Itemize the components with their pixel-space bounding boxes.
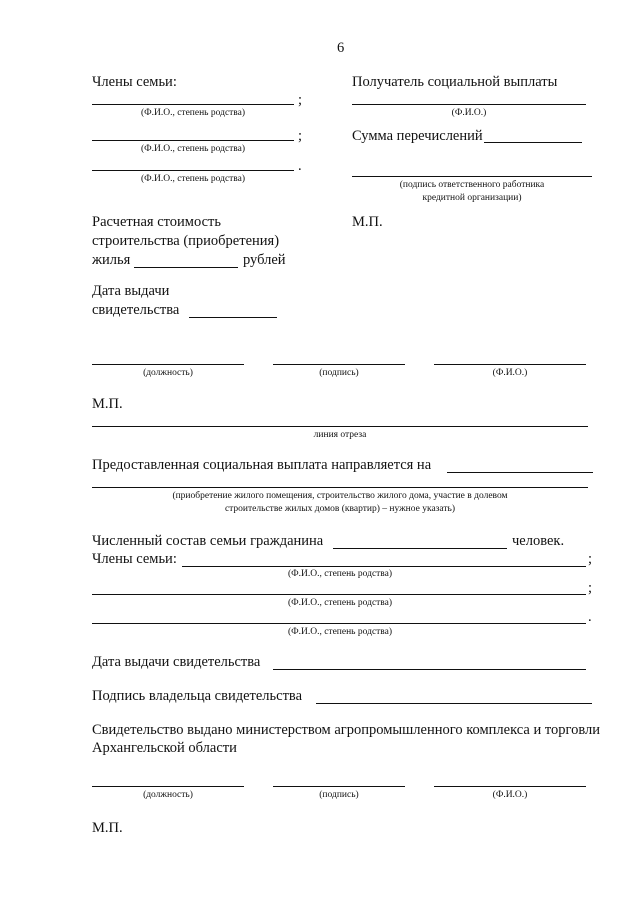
separator-semicolon: ; — [588, 551, 593, 567]
cost-line-3-end: рублей — [243, 252, 286, 268]
stamp-label: М.П. — [352, 214, 383, 230]
fio-relation-caption-5: (Ф.И.О., степень родства) — [287, 598, 393, 608]
family-count-field[interactable] — [333, 548, 507, 549]
separator-semicolon: ; — [298, 128, 303, 144]
fio-caption-1: (Ф.И.О.) — [492, 368, 528, 378]
cost-amount-field[interactable] — [134, 267, 238, 268]
recipient-title: Получатель социальной выплаты — [352, 74, 558, 90]
owner-signature-input[interactable] — [316, 703, 592, 704]
cut-line-label: линия отреза — [313, 430, 367, 440]
family-count-label: Численный состав семьи гражданина — [92, 533, 324, 549]
officer-signature-line[interactable] — [352, 176, 592, 177]
separator-period: . — [588, 609, 592, 625]
transfer-sum-label: Сумма перечислений — [352, 128, 483, 144]
fio-relation-caption-4: (Ф.И.О., степень родства) — [287, 569, 393, 579]
family-member-field-3[interactable] — [92, 623, 586, 624]
cost-line-3-start: жилья — [92, 252, 131, 268]
fio-line-1[interactable] — [434, 364, 586, 365]
family-member-field-2[interactable] — [92, 594, 586, 595]
family-member-field-1[interactable] — [182, 566, 586, 567]
family-member-line-2[interactable] — [92, 140, 294, 141]
issue-date-input[interactable] — [273, 669, 586, 670]
fio-line-2[interactable] — [434, 786, 586, 787]
fio-relation-caption-2: (Ф.И.О., степень родства) — [140, 144, 246, 154]
signature-line-2[interactable] — [273, 786, 405, 787]
purpose-hint-1: (приобретение жилого помещения, строительство жилого дома, участие в долевом — [172, 491, 508, 501]
fio-caption-2: (Ф.И.О.) — [492, 790, 528, 800]
cost-line-1: Расчетная стоимость — [92, 214, 221, 230]
issued-by-line-1: Свидетельство выдано министерством агропромышленного комплекса и торговли — [92, 722, 600, 738]
family-count-unit: человек. — [512, 533, 565, 549]
separator-semicolon: ; — [298, 92, 303, 108]
cost-line-2: строительства (приобретения) — [92, 233, 280, 249]
separator-semicolon: ; — [588, 580, 593, 596]
issued-by-line-2: Архангельской области — [92, 740, 237, 756]
officer-signature-caption-1: (подпись ответственного работника — [399, 180, 545, 190]
payment-directed-label: Предоставленная социальная выплата направляется на — [92, 457, 432, 473]
position-line-2[interactable] — [92, 786, 244, 787]
position-caption-2: (должность) — [143, 790, 193, 800]
payment-purpose-field[interactable] — [447, 472, 593, 473]
officer-signature-caption-2: кредитной организации) — [422, 193, 522, 203]
family-members-title: Члены семьи: — [92, 74, 177, 90]
transfer-sum-field[interactable] — [484, 142, 582, 143]
payment-purpose-line-2[interactable] — [92, 487, 588, 488]
stamp-label-2: М.П. — [92, 820, 123, 836]
family-member-line-1[interactable] — [92, 104, 294, 105]
fio-relation-caption-1: (Ф.И.О., степень родства) — [140, 108, 246, 118]
issue-date-label-1: Дата выдачи — [92, 283, 170, 299]
separator-period: . — [298, 158, 302, 174]
stamp-label-1: М.П. — [92, 396, 123, 412]
page-number: 6 — [337, 40, 345, 56]
recipient-name-line[interactable] — [352, 104, 586, 105]
cut-line — [92, 426, 588, 427]
owner-signature-label: Подпись владельца свидетельства — [92, 688, 303, 704]
issue-date-label-2: свидетельства — [92, 302, 180, 318]
family-member-line-3[interactable] — [92, 170, 294, 171]
position-line-1[interactable] — [92, 364, 244, 365]
position-caption-1: (должность) — [143, 368, 193, 378]
signature-caption-1: (подпись) — [319, 368, 359, 378]
signature-caption-2: (подпись) — [319, 790, 359, 800]
fio-relation-caption-3: (Ф.И.О., степень родства) — [140, 174, 246, 184]
issue-date-label: Дата выдачи свидетельства — [92, 654, 261, 670]
signature-line-1[interactable] — [273, 364, 405, 365]
fio-relation-caption-6: (Ф.И.О., степень родства) — [287, 627, 393, 637]
purpose-hint-2: строительстве жилых домов (квартир) – нужное указать) — [224, 504, 456, 514]
issue-date-field[interactable] — [189, 317, 277, 318]
family-members-label: Члены семьи: — [92, 551, 177, 567]
recipient-fio-caption: (Ф.И.О.) — [451, 108, 487, 118]
